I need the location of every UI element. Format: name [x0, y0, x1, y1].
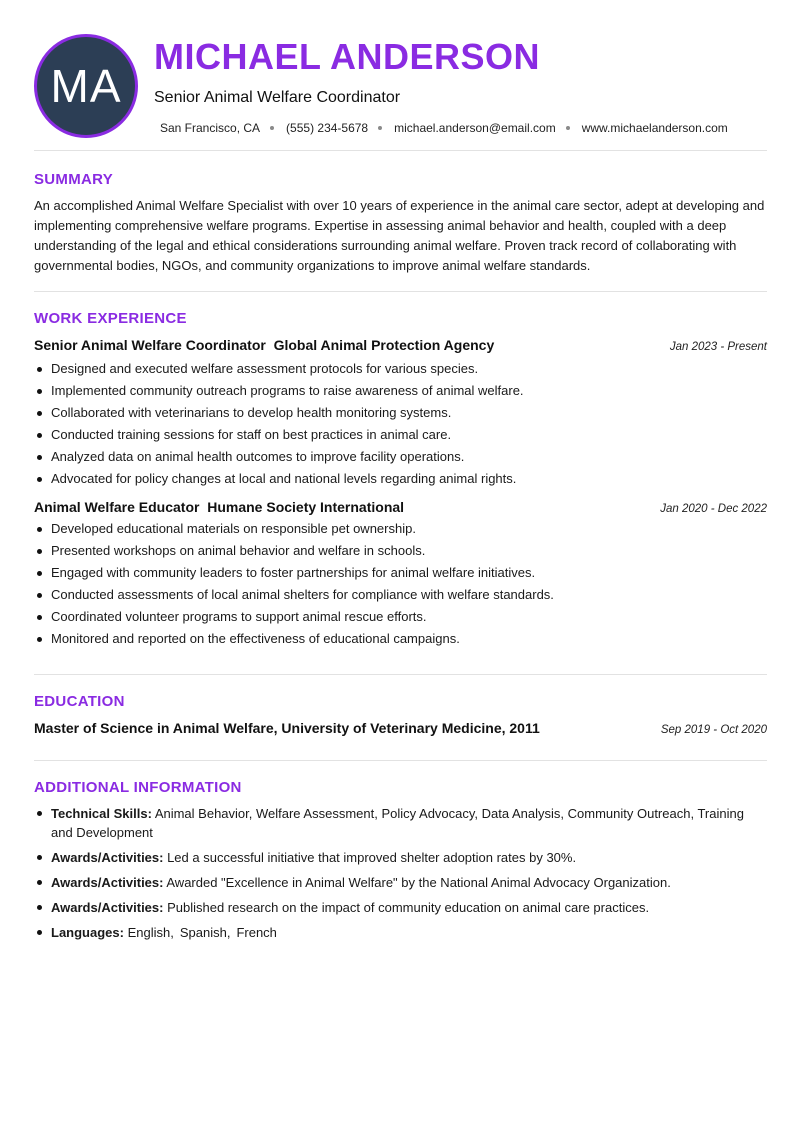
list-item: Advocated for policy changes at local and national levels regarding animal rights. — [34, 468, 767, 490]
separator-dot — [378, 126, 382, 130]
education-title: EDUCATION — [34, 693, 125, 710]
contact-line — [160, 121, 728, 135]
separator-dot — [566, 126, 570, 130]
item-label: Awards/Activities: — [51, 900, 164, 915]
job-entry — [34, 337, 767, 490]
list-item — [34, 898, 767, 917]
list-item: Collaborated with veterinarians to develop health monitoring systems. — [34, 402, 767, 424]
list-item — [34, 804, 767, 842]
education-entry — [34, 720, 767, 736]
job-date: Jan 2023 - Present — [669, 341, 767, 353]
job-bullets — [34, 358, 767, 490]
job-heading: Senior Animal Welfare Coordinator Global Animal Protection Agency — [34, 337, 495, 353]
list-item: Conducted assessments of local animal shelters for compliance with welfare standards. — [34, 584, 767, 606]
avatar — [34, 34, 138, 138]
additional-section — [34, 779, 767, 942]
resume-header — [34, 34, 767, 138]
item-text: Published research on the impact of community education on animal care practices. — [163, 900, 650, 915]
contact-phone: (555) 234-5678 — [286, 121, 369, 135]
item-label: Awards/Activities: — [51, 875, 164, 890]
avatar-initials: MA — [50, 60, 122, 112]
job-header — [34, 499, 767, 515]
list-item — [34, 848, 767, 867]
divider — [34, 674, 767, 675]
job-header — [34, 337, 767, 353]
divider — [34, 760, 767, 761]
list-item — [34, 923, 767, 942]
list-item: Presented workshops on animal behavior and welfare in schools. — [34, 540, 767, 562]
candidate-role: Senior Animal Welfare Coordinator — [154, 89, 401, 106]
list-item: Monitored and reported on the effectiveness of educational campaigns. — [34, 628, 767, 650]
job-entry — [34, 499, 767, 650]
divider — [34, 150, 767, 151]
item-text: Led a successful initiative that improved shelter adoption rates by 30%. — [163, 850, 577, 865]
item-label: Awards/Activities: — [51, 850, 164, 865]
job-date: Jan 2020 - Dec 2022 — [660, 503, 767, 515]
separator-dot — [270, 126, 274, 130]
summary-title: SUMMARY — [34, 171, 114, 188]
contact-website[interactable]: www.michaelanderson.com — [581, 121, 728, 135]
experience-section — [34, 310, 767, 650]
languages-label: Languages: — [51, 925, 124, 940]
summary-text: An accomplished Animal Welfare Specialist with over 10 years of experience in the animal care sector, adept at developing and implementing comprehensive welfare programs. Expertise in assessing animal behavior and health, coupled with a deep understanding of the legal and ethical considerations surrounding animal welfare. Proven track record of collaborating with governmental bodies, NGOs, and community organizations to improve animal welfare standards. — [34, 198, 765, 273]
list-item: Coordinated volunteer programs to support animal rescue efforts. — [34, 606, 767, 628]
item-label: Technical Skills: — [51, 806, 152, 821]
list-item: Designed and executed welfare assessment protocols for various species. — [34, 358, 767, 380]
item-text: Animal Behavior, Welfare Assessment, Policy Advocacy, Data Analysis, Community Outreach, Training and Development — [51, 806, 744, 840]
additional-list — [34, 804, 767, 942]
language: English, — [127, 925, 174, 940]
list-item: Engaged with community leaders to foster partnerships for animal welfare initiatives. — [34, 562, 767, 584]
degree: Master of Science in Animal Welfare, University of Veterinary Medicine, 2011 — [34, 720, 540, 736]
list-item: Developed educational materials on responsible pet ownership. — [34, 518, 767, 540]
contact-location: San Francisco, CA — [160, 121, 261, 135]
list-item: Implemented community outreach programs to raise awareness of animal welfare. — [34, 380, 767, 402]
additional-title: ADDITIONAL INFORMATION — [34, 779, 242, 796]
language: Spanish, — [179, 925, 231, 940]
job-heading: Animal Welfare Educator Humane Society International — [34, 499, 405, 515]
summary-section — [34, 171, 767, 276]
candidate-name: MICHAEL ANDERSON — [154, 36, 541, 77]
list-item — [34, 873, 767, 892]
education-date: Sep 2019 - Oct 2020 — [660, 724, 767, 736]
experience-title: WORK EXPERIENCE — [34, 310, 187, 327]
contact-email[interactable]: michael.anderson@email.com — [394, 121, 556, 135]
resume-page — [34, 34, 767, 948]
item-text: Awarded "Excellence in Animal Welfare" by the National Animal Advocacy Organization. — [163, 875, 671, 890]
list-item: Analyzed data on animal health outcomes to improve facility operations. — [34, 446, 767, 468]
language: French — [236, 925, 277, 940]
education-section — [34, 693, 767, 736]
list-item: Conducted training sessions for staff on best practices in animal care. — [34, 424, 767, 446]
divider — [34, 291, 767, 292]
job-bullets — [34, 518, 767, 650]
